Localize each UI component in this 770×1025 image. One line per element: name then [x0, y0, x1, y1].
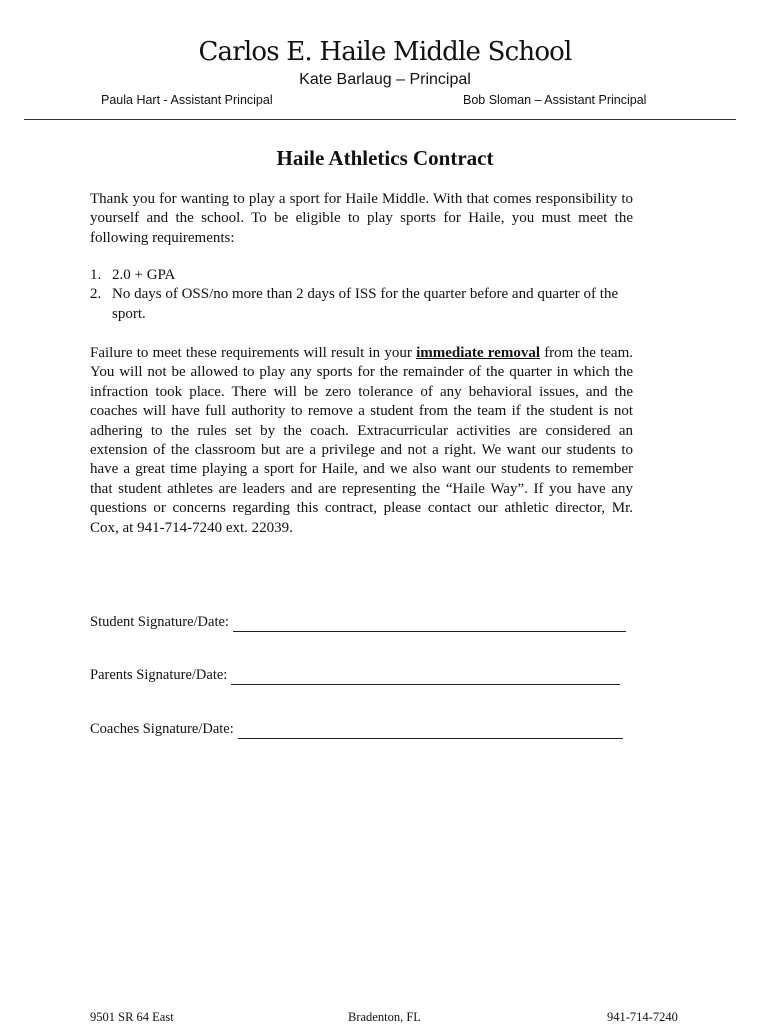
- student-signature-line[interactable]: [233, 616, 626, 632]
- requirements-list: [90, 266, 633, 324]
- requirement-number: 1.: [90, 267, 102, 283]
- assistant-principal-right: Bob Sloman – Assistant Principal: [463, 93, 647, 107]
- school-name: Carlos E. Haile Middle School: [198, 37, 572, 67]
- parent-signature-label: Parents Signature/Date:: [90, 667, 228, 683]
- parent-signature-line[interactable]: [231, 669, 620, 685]
- coach-signature-label: Coaches Signature/Date:: [90, 721, 234, 737]
- footer-phone: 941-714-7240: [607, 1010, 678, 1024]
- failure-text-start: Failure to meet these requirements will result in your: [90, 345, 417, 361]
- requirement-number: 2.: [90, 286, 102, 303]
- footer-city: Bradenton, FL: [348, 1010, 421, 1024]
- student-signature-row: [90, 612, 650, 632]
- failure-text-rest: from the team. You will not be allowed to play any sports for the remainder of the quarter in which the infraction took place. There will be zero tolerance of any behavioral issues, and the coaches will have full authority to remove a student from the team if the student is not adhering to the rules set by the coach. Extracurricular activities are considered an extension of the classroom but are a privilege and not a right. We want our students to have a great time playing a sport for Haile, and we also want our students to remember that student athletes are leaders and are representing the “Haile Way”. If you have any questions or concerns regarding this contract, please contact our athletic director, Mr. Cox, at 941-714-7240 ext. 22039.: [90, 345, 633, 536]
- requirement-text: 2.0 + GPA: [112, 267, 176, 283]
- requirement-item: [90, 266, 633, 285]
- requirement-text: No days of OSS/no more than 2 days of ISS for the quarter before and quarter of the sport.: [112, 286, 619, 322]
- header-divider: [24, 119, 736, 120]
- immediate-removal-emphasis: immediate removal: [416, 345, 540, 361]
- intro-paragraph: Thank you for wanting to play a sport for Haile Middle. With that comes responsibility to yourself and the school. To be eligible to play sports for Haile, you must meet the following requirements:: [90, 191, 633, 246]
- coach-signature-row: [90, 719, 650, 739]
- principal-name: Kate Barlaug – Principal: [299, 71, 471, 88]
- assistant-principal-left: Paula Hart - Assistant Principal: [101, 93, 273, 107]
- contract-title: Haile Athletics Contract: [276, 146, 494, 170]
- failure-paragraph: [90, 344, 633, 538]
- requirement-item: [90, 285, 633, 324]
- parent-signature-row: [90, 665, 650, 685]
- footer-address: 9501 SR 64 East: [90, 1010, 174, 1024]
- student-signature-label: Student Signature/Date:: [90, 614, 229, 630]
- coach-signature-line[interactable]: [238, 723, 623, 739]
